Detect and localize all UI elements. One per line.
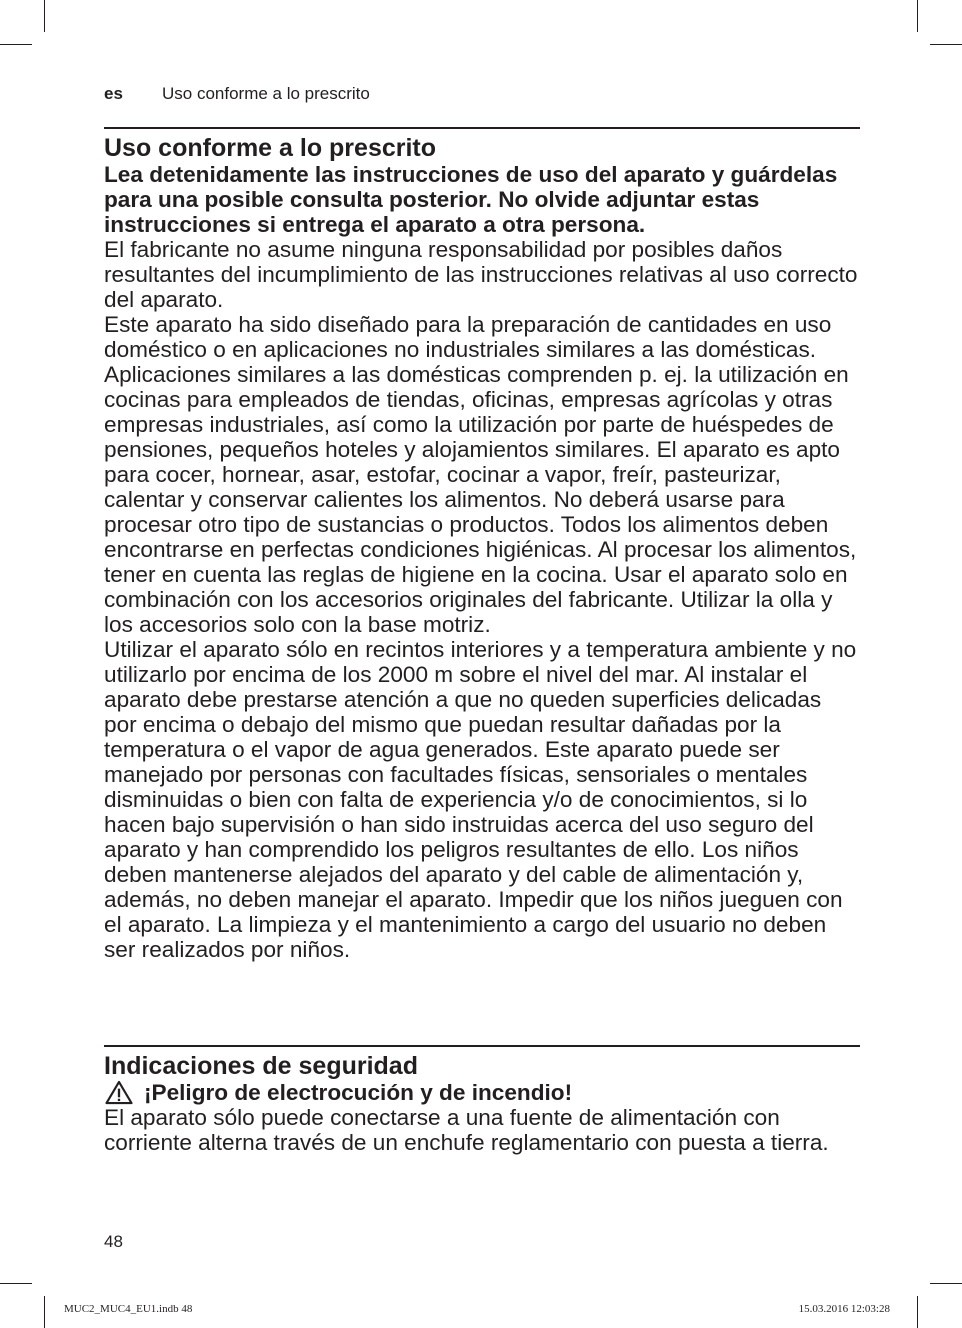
page-number: 48: [104, 1232, 123, 1251]
body-paragraph: Este aparato ha sido diseñado para la preparación de cantidades en uso doméstico o en aplicaciones no industriales similares a las domésticas. Aplicaciones similares a las domésticas comprenden p. ej. la utilización en cocinas para empleados de tiendas, oficinas, empresas agrícolas y otras empresas industriales, así como la utilización por parte de huéspedes de pensiones, pequeños hoteles y alojamientos similares. El aparato es apto para cocer, hornear, asar, estofar, cocinar a vapor, freír, pasteurizar, calentar y conservar calientes los alimentos. No deberá usarse para procesar otro tipo de sustancias o productos. Todos los alimentos deben encontrarse en perfectas condiciones higiénicas. Al procesar los alimentos, tener en cuenta las reglas de higiene en la cocina. Usar el aparato solo en combinación con los accesorios originales del fabricante. Utilizar la olla y los accesorios solo con la base motriz.: [104, 312, 857, 637]
crop-mark: [917, 1296, 918, 1328]
crop-mark: [917, 0, 918, 32]
body-paragraph: El aparato sólo puede conectarse a una fuente de alimentación con corriente alterna través de un enchufe reglamentario con puesta a tierra.: [104, 1105, 829, 1155]
running-title: Uso conforme a lo prescrito: [162, 84, 370, 103]
section-heading: Uso conforme a lo prescrito: [104, 134, 437, 162]
print-slug-left: MUC2_MUC4_EU1.indb 48: [64, 1303, 193, 1315]
section-rule: [104, 1045, 860, 1047]
crop-mark: [44, 1296, 45, 1328]
body-paragraph: Utilizar el aparato sólo en recintos interiores y a temperatura ambiente y no utilizarlo por encima de los 2000 m sobre el nivel del mar. Al instalar el aparato debe prestarse atención a que no queden superficies delicadas por encima o debajo del mismo que puedan resultar dañadas por la temperatura o el vapor de agua generados. Este aparato puede ser manejado por personas con facultades físicas, sensoriales o mentales disminuidas o bien con falta de experiencia y/o de conocimientos, si lo hacen bajo supervisión o han sido instruidas acerca del uso seguro del aparato y han comprendido los peligros resultantes de ello. Los niños deben mantenerse alejados del aparato y del cable de alimentación y, además, no deben manejar el aparato. Impedir que los niños jueguen con el aparato. La limpieza y el mantenimiento a cargo del usuario no deben ser realizados por niños.: [104, 637, 857, 962]
crop-mark: [930, 1283, 962, 1284]
warning-title: [104, 1080, 860, 1105]
section-heading: Indicaciones de seguridad: [104, 1052, 418, 1080]
body-paragraph: El fabricante no asume ninguna responsabilidad por posibles daños resultantes del incumplimiento de las instrucciones relativas al uso correcto del aparato.: [104, 237, 858, 312]
crop-mark: [930, 44, 962, 45]
language-code: es: [104, 84, 123, 103]
running-header: [104, 84, 370, 104]
intro-paragraph: Lea detenidamente las instrucciones de uso del aparato y guárdelas para una posible consulta posterior. No olvide adjuntar estas instrucciones si entrega el aparato a otra persona.: [104, 162, 838, 237]
warning-title-text: ¡Peligro de electrocución y de incendio!: [144, 1080, 573, 1105]
section-safety: [104, 1052, 860, 1155]
crop-mark: [0, 44, 32, 45]
warning-triangle-icon: [104, 1080, 134, 1105]
section-intended-use: [104, 134, 860, 962]
crop-mark: [44, 0, 45, 32]
crop-mark: [0, 1283, 32, 1284]
section-rule: [104, 127, 860, 129]
print-slug-right: 15.03.2016 12:03:28: [798, 1303, 890, 1315]
